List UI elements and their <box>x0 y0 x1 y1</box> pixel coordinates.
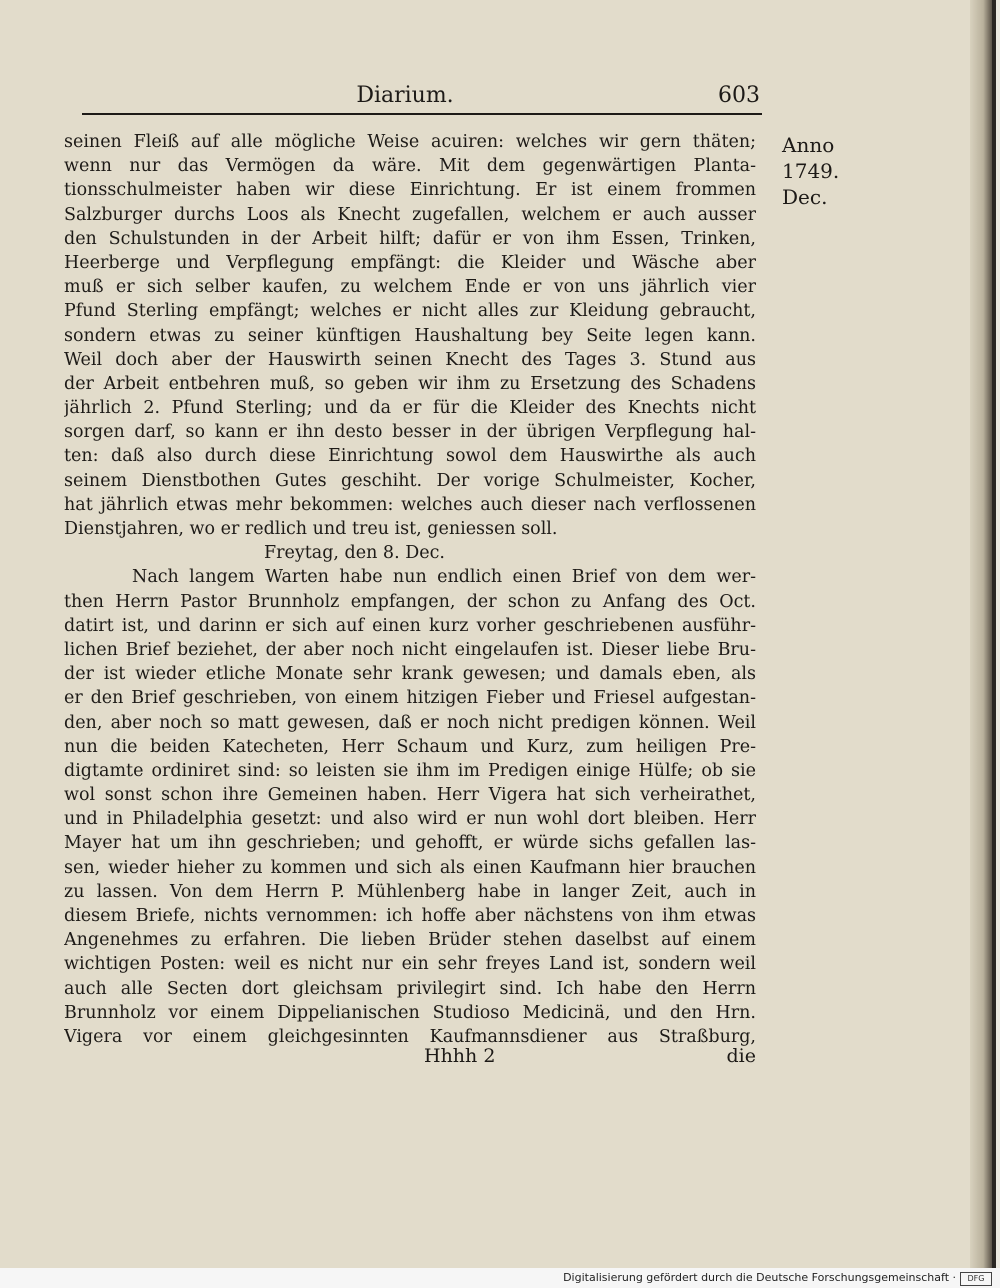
text-line: auch alle Secten dort gleichsam privilegirt sind. Ich habe den Herrn <box>64 978 756 999</box>
text-line: Dienstjahren, wo er redlich und treu ist, geniessen soll. <box>64 519 558 539</box>
text-line: zu lassen. Von dem Herrn P. Mühlenberg habe in langer Zeit, auch in <box>64 881 756 902</box>
text-line: den, aber noch so matt gewesen, daß er noch nicht predigen können. Weil <box>64 712 756 733</box>
text-line: seinen Fleiß auf alle mögliche Weise acuiren: welches wir gern thäten; <box>64 132 756 152</box>
body-text <box>64 130 756 1049</box>
text-line: Vigera vor einem gleichgesinnten Kaufmannsdiener aus Straßburg, <box>64 1026 756 1047</box>
text-line: then Herrn Pastor Brunnholz empfangen, der schon zu Anfang des Oct. <box>64 591 756 612</box>
text-line: diesem Briefe, nichts vernommen: ich hoffe aber nächstens von ihm etwas <box>64 906 756 926</box>
text-line: nun die beiden Katecheten, Herr Schaum und Kurz, zum heiligen Pre- <box>64 736 756 757</box>
catchword: die <box>726 1045 756 1067</box>
margin-note <box>782 132 862 210</box>
book-spine-edge <box>970 0 992 1268</box>
text-line: Nach langem Warten habe nun endlich einen Brief von dem wer- <box>132 567 756 588</box>
text-line: wenn nur das Vermögen da wäre. Mit dem gegenwärtigen Planta- <box>64 156 756 177</box>
text-line: sen, wieder hieher zu kommen und sich als einen Kaufmann hier brauchen <box>64 857 756 878</box>
text-line: Salzburger durchs Loos als Knecht zugefallen, welchem er auch ausser <box>64 204 756 225</box>
margin-note-line: 1749. <box>782 159 840 183</box>
text-line: Angenehmes zu erfahren. Die lieben Brüder stehen daselbst auf einem <box>64 930 756 951</box>
signature-mark: Hhhh 2 <box>424 1045 496 1067</box>
header-rule <box>82 113 762 115</box>
text-line: datirt ist, und darinn er sich auf einen kurz vorher geschriebenen ausführ- <box>64 615 756 636</box>
text-line: jährlich 2. Pfund Sterling; und da er für die Kleider des Knechts nicht <box>64 398 756 419</box>
margin-note-line: Anno <box>782 133 835 157</box>
text-line: er den Brief geschrieben, von einem hitzigen Fieber und Friesel aufgestan- <box>64 688 756 709</box>
text-line: seinem Dienstbothen Gutes geschiht. Der vorige Schulmeister, Kocher, <box>64 470 756 491</box>
text-line: wichtigen Posten: weil es nicht nur ein sehr freyes Land ist, sondern weil <box>64 954 756 975</box>
dfg-logo-icon: DFG <box>960 1272 992 1286</box>
text-line: lichen Brief beziehet, der aber noch nicht eingelaufen ist. Dieser liebe Bru- <box>64 639 756 660</box>
text-line: den Schulstunden in der Arbeit hilft; dafür er von ihm Essen, Trinken, <box>64 228 756 249</box>
text-line: sorgen darf, so kann er ihn desto besser in der übrigen Verpflegung hal- <box>64 422 756 443</box>
date-heading: Freytag, den 8. Dec. <box>264 543 445 564</box>
text-line: ten: daß also durch diese Einrichtung sowol dem Hauswirthe als auch <box>64 446 756 467</box>
text-line: Heerberge und Verpflegung empfängt: die Kleider und Wäsche aber <box>64 252 756 273</box>
text-line: und in Philadelphia gesetzt: und also wird er nun wohl dort bleiben. Herr <box>64 809 756 830</box>
text-line: muß er sich selber kaufen, zu welchem Ende er von uns jährlich vier <box>64 277 756 298</box>
text-line: digtamte ordiniret sind: so leisten sie ihm im Predigen einige Hülfe; ob sie <box>64 760 756 781</box>
text-line: Pfund Sterling empfängt; welches er nicht alles zur Kleidung gebraucht, <box>64 301 756 322</box>
text-line: sondern etwas zu seiner künftigen Haushaltung bey Seite legen kann. <box>64 325 756 346</box>
text-line: Weil doch aber der Hauswirth seinen Knecht des Tages 3. Stund aus <box>64 349 756 370</box>
credit-bar <box>0 1268 1000 1288</box>
text-line: der ist wieder etliche Monate sehr krank gewesen; und damals eben, als <box>64 664 756 685</box>
running-title: Diarium. <box>356 83 454 108</box>
text-line: Brunnholz vor einem Dippelianischen Studioso Medicinä, und den Hrn. <box>64 1002 756 1023</box>
text-line: tionsschulmeister haben wir diese Einrichtung. Er ist einem frommen <box>64 180 756 201</box>
text-line: der Arbeit entbehren muß, so geben wir ihm zu Ersetzung des Schadens <box>64 373 756 394</box>
text-line: Mayer hat um ihn geschrieben; und gehofft, er würde sichs gefallen las- <box>64 833 756 854</box>
margin-note-line: Dec. <box>782 185 828 209</box>
text-line: wol sonst schon ihre Gemeinen haben. Herr Vigera hat sich verheirathet, <box>64 785 756 806</box>
page-footer <box>64 1045 756 1071</box>
funding-credit: Digitalisierung gefördert durch die Deutsche Forschungsgemeinschaft · <box>563 1271 956 1284</box>
page-number: 603 <box>718 83 760 108</box>
text-line: hat jährlich etwas mehr bekommen: welches auch dieser nach verflossenen <box>64 494 756 515</box>
